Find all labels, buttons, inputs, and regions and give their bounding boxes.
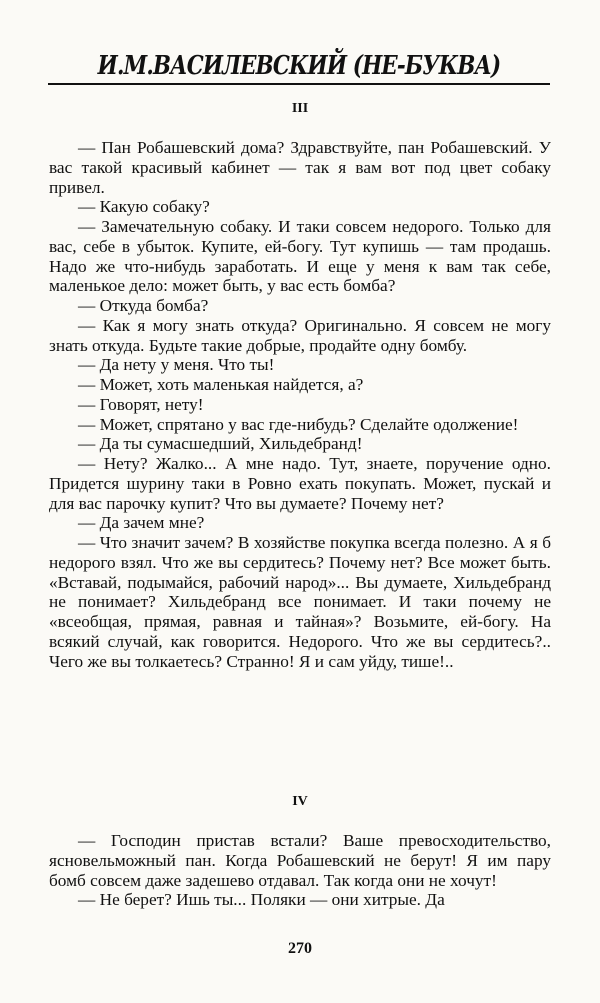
header-rule (48, 83, 550, 85)
paragraph: — Нету? Жалко... А мне надо. Тут, знаете, поручение одно. Придется шурину таки в Ровно ехать покупать. Может, пускай и для вас парочку купит? Что вы думаете? Почему нет? (49, 454, 551, 513)
paragraph: — Может, спрятано у вас где-нибудь? Сделайте одолжение! (78, 414, 519, 434)
section-numeral-3: III (291, 101, 309, 116)
paragraph: — Какую собаку? (78, 197, 210, 217)
paragraph: — Как я могу знать откуда? Оригинально. Я совсем не могу знать откуда. Будьте такие добрые, продайте одну бомбу. (49, 315, 551, 355)
paragraph: — Что значит зачем? В хозяйстве покупка всегда полезно. А я б недорого взял. Что же вы сердитесь? Почему нет? Все может быть. «Вставай, подымайся, рабочий народ»... Вы думаете, Хильдебранд не понимает? Хильдебранд все понимает. И таки почему не «всеобщая, прямая, равная и тайная»? Возьмите, ей-богу. На всякий случай, как говорится. Недорого. Что же вы сердитесь?.. Чего же вы толкаетесь? Странно! Я и сам уйду, тише!.. (49, 533, 551, 671)
paragraph: — Господин пристав встали? Ваше превосходительство, ясновельможный пан. Когда Робашевский не берут! Я им пару бомб совсем даже задешево отдавал. Так когда они не хочут! (49, 831, 551, 890)
running-header (48, 50, 550, 85)
paragraph: — Пан Робашевский дома? Здравствуйте, пан Робашевский. У вас такой красивый кабинет — так я вам вот под цвет собаку привел. (49, 138, 551, 197)
page-number: 270 (288, 940, 312, 957)
section-4-text (49, 831, 551, 910)
paragraph: — Откуда бомба? (78, 296, 209, 315)
paragraph: — Да зачем мне? (78, 513, 205, 533)
paragraph: — Да ты сумасшедший, Хильдебранд! (78, 434, 363, 454)
paragraph: — Может, хоть маленькая найдется, а? (78, 375, 364, 394)
section-3-text (49, 138, 551, 671)
section-numeral-4: IV (292, 794, 308, 809)
paragraph: — Да нету у меня. Что ты! (78, 355, 275, 375)
paragraph: — Говорят, нету! (78, 394, 204, 414)
paragraph: — Не берет? Ишь ты... Поляки — они хитрые. Да (78, 890, 445, 910)
paragraph: — Замечательную собаку. И таки совсем недорого. Только для вас, себе в убыток. Купите, ей-богу. Тут купишь — там продашь. Надо же что-нибудь заработать. И еще у меня к вам так себе, маленькое дело: может быть, у вас есть бомба? (49, 217, 551, 296)
header-title: И.М.ВАСИЛЕВСКИЙ (НЕ-БУКВА) (97, 51, 501, 81)
